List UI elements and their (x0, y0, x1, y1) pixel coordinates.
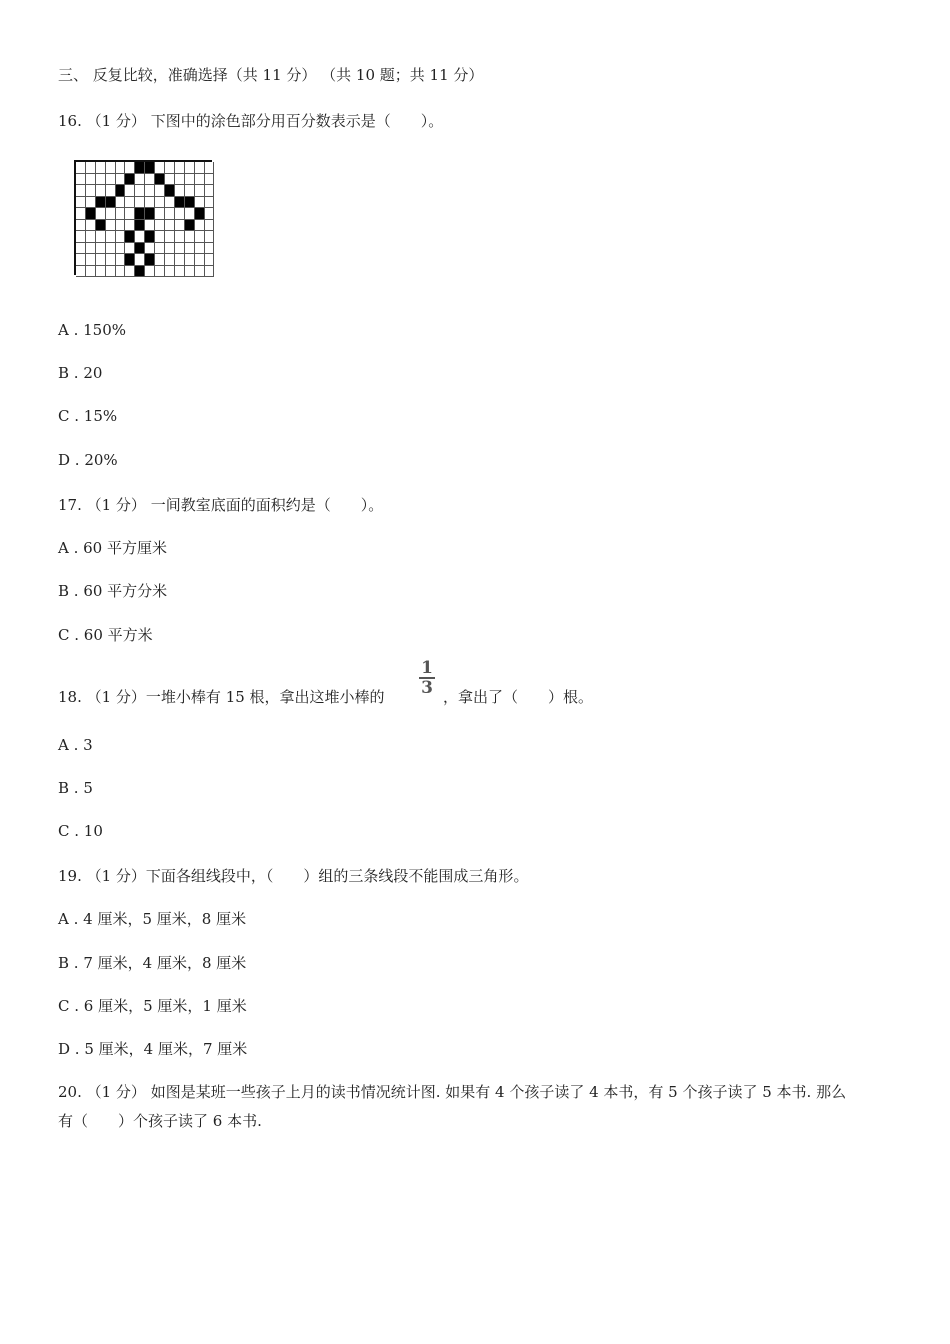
grid-cell (96, 162, 106, 174)
q18-option-a: A . 3 (58, 736, 93, 754)
grid-cell (125, 208, 135, 220)
grid-cell (106, 254, 116, 266)
grid-cell (155, 243, 165, 255)
grid-cell (86, 174, 96, 186)
grid-cell-shaded (106, 197, 116, 209)
question-16-stem: 16. （1 分） 下图中的涂色部分用百分数表示是（ ）。 (58, 112, 444, 130)
q19-option-b: B . 7 厘米，4 厘米，8 厘米 (58, 954, 247, 972)
grid-cell (116, 174, 126, 186)
grid-cell (185, 174, 195, 186)
grid-cell (96, 208, 106, 220)
grid-cell-shaded (145, 162, 155, 174)
grid-cell (195, 266, 205, 278)
q16-option-a: A . 150% (58, 321, 127, 339)
grid-cell (205, 174, 215, 186)
grid-cell (135, 231, 145, 243)
q17-option-a: A . 60 平方厘米 (58, 539, 167, 557)
grid-cell (116, 254, 126, 266)
grid-cell (106, 174, 116, 186)
grid-cell (76, 254, 86, 266)
grid-cell (205, 266, 215, 278)
fraction-denominator: 3 (421, 678, 433, 698)
grid-cell-shaded (135, 208, 145, 220)
grid-cell (165, 174, 175, 186)
grid-cell (145, 185, 155, 197)
grid-cell-shaded (135, 266, 145, 278)
grid-cell (165, 220, 175, 232)
grid-cell (86, 254, 96, 266)
grid-cell (195, 185, 205, 197)
grid-cell (86, 197, 96, 209)
grid-cell-shaded (96, 197, 106, 209)
question-20-stem-line1: 20. （1 分） 如图是某班一些孩子上月的读书情况统计图. 如果有 4 个孩子读了 4 本书，有 5 个孩子读了 5 本书. 那么 (58, 1083, 847, 1101)
grid-cell (76, 266, 86, 278)
q16-option-b: B . 20 (58, 364, 103, 382)
grid-cell (205, 243, 215, 255)
grid-cell (205, 162, 215, 174)
grid-cell (86, 185, 96, 197)
grid-cell (175, 220, 185, 232)
grid-cell (185, 243, 195, 255)
grid-cell-shaded (125, 231, 135, 243)
grid-cell (106, 208, 116, 220)
q19-option-c: C . 6 厘米，5 厘米，1 厘米 (58, 997, 247, 1015)
grid-cell (145, 243, 155, 255)
grid-cell-shaded (135, 243, 145, 255)
grid-cell (125, 185, 135, 197)
grid-cell (96, 243, 106, 255)
grid-cell (205, 197, 215, 209)
grid-cell (116, 208, 126, 220)
grid-cell (175, 243, 185, 255)
grid-cell (185, 231, 195, 243)
grid-cell (175, 231, 185, 243)
question-19-stem: 19. （1 分）下面各组线段中，（ ）组的三条线段不能围成三角形。 (58, 867, 529, 885)
grid-cell (116, 197, 126, 209)
grid-cell (195, 220, 205, 232)
grid-cell (205, 185, 215, 197)
grid-cell (135, 197, 145, 209)
grid-cell (125, 162, 135, 174)
grid-cell (175, 254, 185, 266)
grid-cell (86, 162, 96, 174)
grid-cell (165, 243, 175, 255)
grid-cell (96, 185, 106, 197)
grid-cell-shaded (175, 197, 185, 209)
grid-cell (125, 243, 135, 255)
grid-cell (106, 243, 116, 255)
grid-cell (106, 231, 116, 243)
grid-cell (195, 231, 205, 243)
question-20-stem-line2: 有（ ）个孩子读了 6 本书. (58, 1112, 262, 1130)
grid-cell-shaded (135, 162, 145, 174)
grid-cell (116, 231, 126, 243)
grid-cell (195, 254, 205, 266)
grid-cell (185, 208, 195, 220)
grid-cell-shaded (145, 208, 155, 220)
grid-cell (76, 185, 86, 197)
grid-cell (135, 174, 145, 186)
grid-cell (205, 231, 215, 243)
q18-option-c: C . 10 (58, 822, 103, 840)
grid-cell (76, 197, 86, 209)
q19-option-a: A . 4 厘米，5 厘米，8 厘米 (58, 910, 247, 928)
grid-cell-shaded (185, 220, 195, 232)
grid-cell (76, 208, 86, 220)
grid-cell-shaded (125, 174, 135, 186)
grid-cell-shaded (195, 208, 205, 220)
grid-cell (175, 185, 185, 197)
grid-cell (76, 220, 86, 232)
grid-cell (175, 266, 185, 278)
grid-cell (76, 243, 86, 255)
grid-cell (96, 266, 106, 278)
grid-cell (76, 162, 86, 174)
grid-cell (125, 197, 135, 209)
grid-cell (86, 266, 96, 278)
grid-cell (195, 174, 205, 186)
grid-cell (145, 197, 155, 209)
grid-cell (155, 162, 165, 174)
grid-cell (106, 266, 116, 278)
grid-cell (165, 231, 175, 243)
q17-option-c: C . 60 平方米 (58, 626, 153, 644)
grid-cells (74, 160, 212, 275)
grid-cell (155, 220, 165, 232)
grid-cell (125, 220, 135, 232)
grid-cell (96, 231, 106, 243)
grid-cell (76, 174, 86, 186)
grid-cell (195, 162, 205, 174)
grid-cell (116, 220, 126, 232)
grid-cell (86, 243, 96, 255)
grid-cell-shaded (145, 231, 155, 243)
q19-option-d: D . 5 厘米，4 厘米，7 厘米 (58, 1040, 248, 1058)
grid-cell (155, 208, 165, 220)
grid-cell (195, 197, 205, 209)
grid-cell (205, 254, 215, 266)
grid-cell (185, 254, 195, 266)
grid-cell (185, 266, 195, 278)
grid-cell (125, 266, 135, 278)
section-header: 三、 反复比较，准确选择（共 11 分） （共 10 题；共 11 分） (58, 66, 484, 84)
grid-cell (165, 254, 175, 266)
fraction-one-third (419, 660, 435, 697)
grid-cell-shaded (125, 254, 135, 266)
grid-cell (175, 174, 185, 186)
question-17-stem: 17. （1 分） 一间教室底面的面积约是（ ）。 (58, 496, 384, 514)
grid-cell (116, 266, 126, 278)
grid-cell (135, 254, 145, 266)
grid-cell (155, 254, 165, 266)
grid-cell (86, 220, 96, 232)
q18-option-b: B . 5 (58, 779, 93, 797)
q16-option-c: C . 15% (58, 407, 118, 425)
grid-cell (116, 162, 126, 174)
shaded-grid-figure (74, 160, 212, 275)
grid-cell-shaded (185, 197, 195, 209)
grid-cell (106, 162, 116, 174)
question-18-stem-before: 18. （1 分）一堆小棒有 15 根，拿出这堆小棒的 (58, 688, 385, 706)
grid-cell-shaded (86, 208, 96, 220)
grid-cell (205, 208, 215, 220)
grid-cell (155, 185, 165, 197)
q16-option-d: D . 20% (58, 451, 118, 469)
grid-cell (175, 162, 185, 174)
grid-cell (86, 231, 96, 243)
grid-cell (135, 185, 145, 197)
question-18-stem-after: ，拿出了（ ）根。 (443, 688, 594, 706)
grid-cell (106, 185, 116, 197)
grid-cell (165, 197, 175, 209)
grid-cell (76, 231, 86, 243)
grid-cell (96, 254, 106, 266)
grid-cell (205, 220, 215, 232)
grid-cell (145, 174, 155, 186)
grid-cell-shaded (135, 220, 145, 232)
grid-cell (155, 197, 165, 209)
grid-cell-shaded (155, 174, 165, 186)
grid-cell (145, 266, 155, 278)
grid-cell (165, 162, 175, 174)
grid-cell-shaded (145, 254, 155, 266)
grid-cell (165, 266, 175, 278)
grid-cell (155, 231, 165, 243)
grid-cell-shaded (165, 185, 175, 197)
grid-cell (185, 162, 195, 174)
grid-cell (106, 220, 116, 232)
grid-cell (175, 208, 185, 220)
fraction-numerator: 1 (419, 660, 435, 679)
grid-cell-shaded (96, 220, 106, 232)
grid-cell (116, 243, 126, 255)
grid-cell (96, 174, 106, 186)
grid-cell (185, 185, 195, 197)
grid-cell (165, 208, 175, 220)
grid-cell-shaded (116, 185, 126, 197)
q17-option-b: B . 60 平方分米 (58, 582, 168, 600)
grid-cell (145, 220, 155, 232)
grid-cell (195, 243, 205, 255)
grid-cell (155, 266, 165, 278)
